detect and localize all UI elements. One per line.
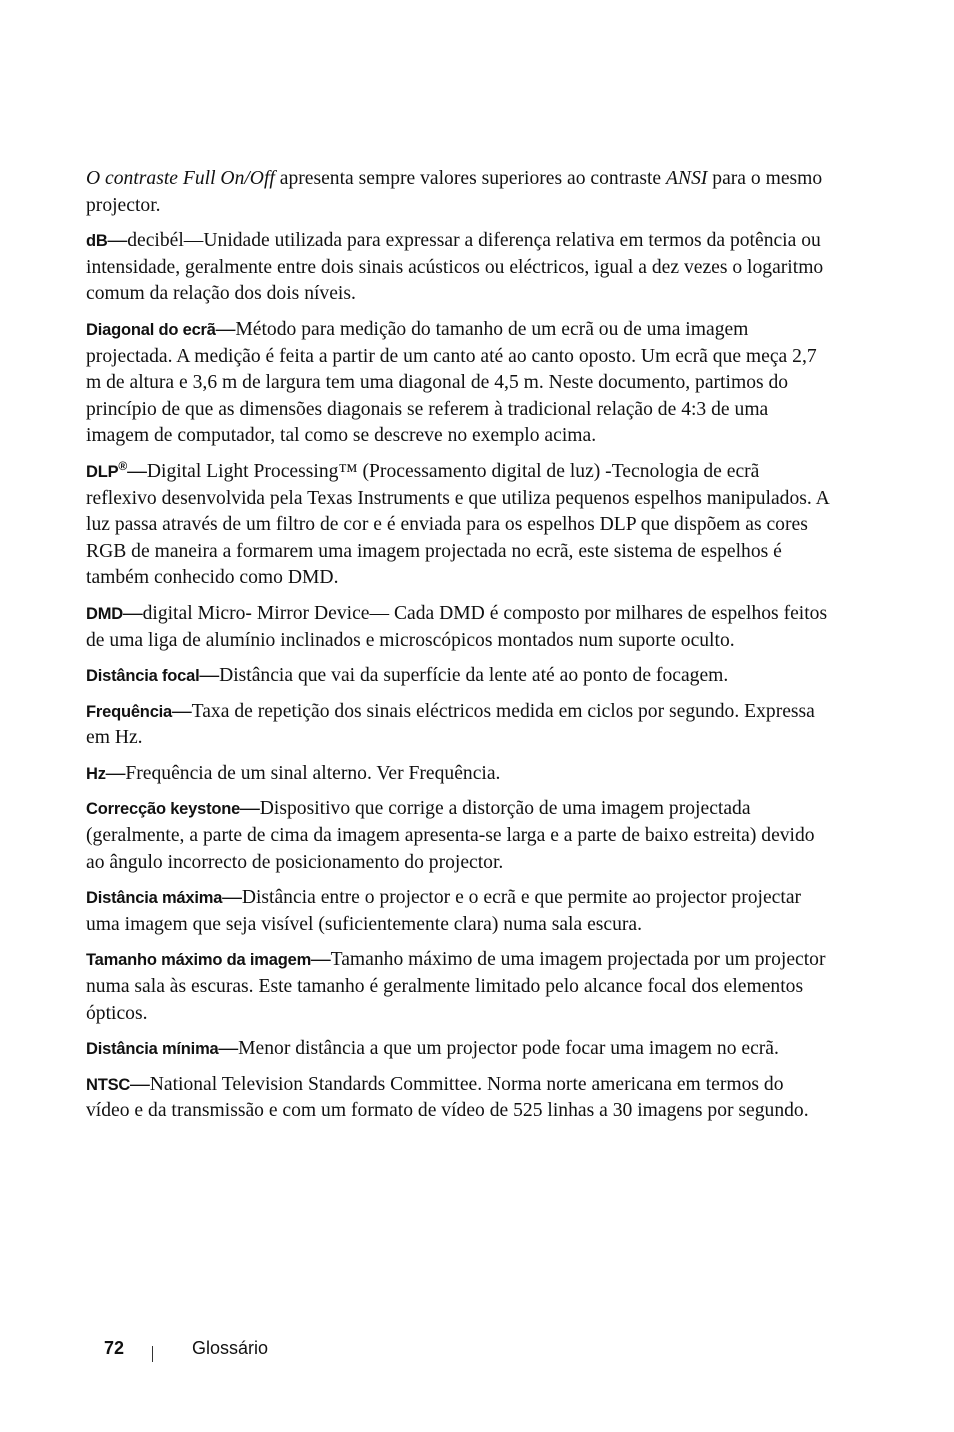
intro-italic-term: O contraste Full On/Off <box>86 168 275 189</box>
glossary-entry-distancia-focal <box>86 663 831 690</box>
glossary-definition: Tamanho máximo de uma imagem projectada por um projector numa sala às escuras. Este tamanho é geralmente limitado pelo alcance focal dos elementos ópticos. <box>86 949 826 1024</box>
glossary-term: DLP <box>86 462 119 481</box>
glossary-term: Diagonal do ecrã <box>86 320 216 339</box>
glossary-definition: Frequência de um sinal alterno. Ver Frequência. <box>125 762 501 784</box>
glossary-content <box>86 166 831 1134</box>
glossary-definition: Distância que vai da superfície da lente até ao ponto de focagem. <box>219 665 729 687</box>
glossary-entry-frequencia <box>86 699 831 752</box>
glossary-term: NTSC <box>86 1075 131 1094</box>
glossary-term: Distância focal <box>86 667 200 686</box>
glossary-term: dB <box>86 232 108 251</box>
glossary-definition: National Television Standards Committee. Norma norte americana em termos do vídeo e da transmissão e com um formato de vídeo de 525 linhas a 30 imagens por segundo. <box>86 1073 809 1122</box>
glossary-term: Hz <box>86 764 106 783</box>
glossary-entry-distancia-minima <box>86 1036 831 1063</box>
glossary-term: Distância máxima <box>86 889 223 908</box>
glossary-term: Distância mínima <box>86 1040 219 1059</box>
glossary-term: Frequência <box>86 702 173 721</box>
registered-mark: ® <box>118 458 128 473</box>
glossary-definition: Distância entre o projector e o ecrã e que permite ao projector projectar uma imagem que seja visível (suficientemente clara) numa sala escura. <box>86 887 802 935</box>
glossary-entry-dlp <box>86 459 831 592</box>
glossary-entry-distancia-maxima <box>86 885 831 938</box>
term-separator: — <box>215 318 236 340</box>
glossary-entry-diagonal <box>86 317 831 450</box>
term-separator: — <box>240 798 260 820</box>
term-separator: — <box>130 1073 150 1095</box>
glossary-term: Tamanho máximo da imagem <box>86 951 312 970</box>
glossary-definition: digital Micro- Mirror Device— Cada DMD é composto por milhares de espelhos feitos de uma liga de alumínio inclinados e microscópicos montados num suporte oculto. <box>86 602 828 651</box>
glossary-entry-keystone <box>86 796 831 876</box>
intro-text-2: para o mesmo projector. <box>86 168 823 216</box>
term-separator: — <box>218 1038 239 1060</box>
glossary-definition: Taxa de repetição dos sinais eléctricos medida em ciclos por segundo. Expressa em Hz. <box>86 700 815 749</box>
term-separator: — <box>122 602 143 624</box>
intro-text-1: apresenta sempre valores superiores ao contraste <box>274 168 667 189</box>
intro-italic-ansi: ANSI <box>666 168 708 189</box>
term-separator: — <box>172 700 192 722</box>
term-separator: — <box>107 230 128 252</box>
glossary-intro <box>86 166 831 219</box>
page-number: 72 <box>104 1338 125 1358</box>
glossary-entry-ntsc <box>86 1072 831 1125</box>
glossary-definition: decibél—Unidade utilizada para expressar a diferença relativa em termos da potência ou intensidade, geralmente entre dois sinais acústicos ou eléctricos, igual a dez vezes o logaritmo comum da relação dos dois níveis. <box>86 230 824 305</box>
glossary-entry-hz <box>86 761 831 788</box>
term-separator: — <box>199 665 220 687</box>
term-separator: — <box>127 460 147 482</box>
glossary-entry-tamanho-maximo <box>86 947 831 1027</box>
glossary-term: Correcção keystone <box>86 800 241 819</box>
glossary-definition: Menor distância a que um projector pode focar uma imagem no ecrã. <box>238 1038 779 1060</box>
footer-section-title: Glossário <box>192 1338 269 1358</box>
glossary-definition: Método para medição do tamanho de um ecrã ou de uma imagem projectada. A medição é feita a partir de um canto até ao canto oposto. Um ecrã que meça 2,7 m de altura e 3,6 m de largura tem uma diagonal de 4,5 m. Neste documento, partimos do princípio de que as dimensões diagonais se referem à tradicional relação de 4:3 de uma imagem de computador, tal como se descreve no exemplo acima. <box>86 318 817 447</box>
glossary-entry-dmd <box>86 601 831 654</box>
glossary-term: DMD <box>86 604 123 623</box>
term-separator: — <box>105 762 126 784</box>
term-separator: — <box>311 949 331 971</box>
glossary-entry-db <box>86 228 831 308</box>
glossary-definition: Digital Light Processing™ (Processamento digital de luz) -Tecnologia de ecrã reflexivo desenvolvida pela Texas Instruments e que utiliza pequenos espelhos manipulados. A luz passa através de um filtro de cor e é enviada para os espelhos DLP que dispõem as cores RGB de maneira a formarem uma imagem projectada no ecrã, este sistema de espelhos é também conhecido como DMD. <box>86 460 829 589</box>
footer-divider <box>152 1346 153 1362</box>
glossary-definition: Dispositivo que corrige a distorção de uma imagem projectada (geralmente, a parte de cima da imagem apresenta-se larga e a parte de baixo estreita) devido ao ângulo incorrecto de posicionamento do projector. <box>86 798 815 873</box>
term-separator: — <box>222 887 242 909</box>
